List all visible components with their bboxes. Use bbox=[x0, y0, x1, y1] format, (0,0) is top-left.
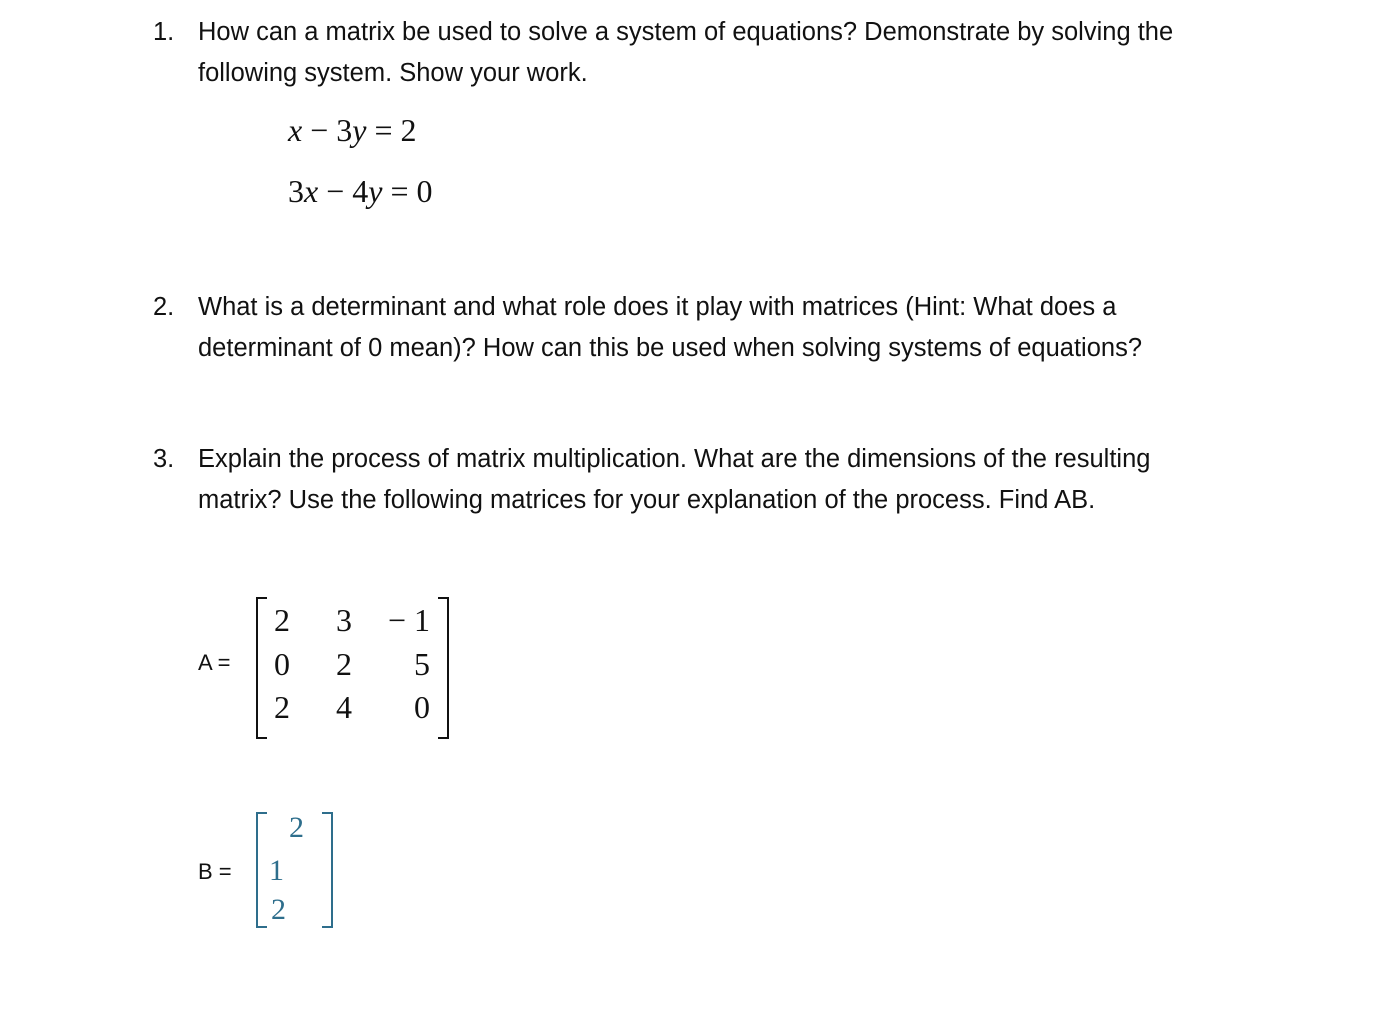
rhs: = 2 bbox=[366, 112, 417, 148]
right-bracket bbox=[438, 597, 449, 739]
matrix-cell: − 1 bbox=[387, 602, 430, 638]
question-line: How can a matrix be used to solve a system of equations? Demonstrate by solving the bbox=[198, 18, 1174, 46]
matrix-cell: 0 bbox=[274, 646, 290, 682]
matrix-cell: 2 bbox=[271, 893, 286, 926]
var-x: x bbox=[288, 112, 303, 148]
question-line: matrix? Use the following matrices for your explanation of the process. Find AB. bbox=[198, 486, 1096, 514]
question-line: Explain the process of matrix multiplication. What are the dimensions of the resulting bbox=[198, 445, 1151, 473]
question-text bbox=[198, 287, 1278, 369]
question-number: 1. bbox=[153, 18, 175, 46]
coefficient: 3 bbox=[288, 173, 304, 209]
matrix-cell: 2 bbox=[274, 689, 290, 725]
question-text bbox=[198, 12, 1278, 94]
operator: − 4 bbox=[318, 173, 369, 209]
question-line: determinant of 0 mean)? How can this be used when solving systems of equations? bbox=[198, 334, 1143, 362]
matrix-cell: 0 bbox=[414, 689, 430, 725]
matrix-cell: 3 bbox=[336, 602, 352, 638]
matrix-cell: 1 bbox=[269, 854, 284, 887]
var-x: x bbox=[304, 173, 319, 209]
question-number: 2. bbox=[153, 293, 175, 321]
matrix-cell: 2 bbox=[336, 646, 352, 682]
question-line: What is a determinant and what role does it play with matrices (Hint: What does a bbox=[198, 293, 1117, 321]
var-y: y bbox=[368, 173, 383, 209]
matrix-cell: 5 bbox=[414, 646, 430, 682]
equation-2 bbox=[288, 173, 433, 210]
question-text bbox=[198, 439, 1278, 521]
question-number: 3. bbox=[153, 445, 175, 473]
equation-1 bbox=[288, 112, 417, 149]
matrix-cell: 2 bbox=[274, 602, 290, 638]
matrix-cell: 4 bbox=[336, 689, 352, 725]
matrix-a-label: A = bbox=[198, 650, 231, 675]
var-y: y bbox=[352, 112, 367, 148]
rhs: = 0 bbox=[382, 173, 433, 209]
operator: − 3 bbox=[302, 112, 353, 148]
matrix-b-label: B = bbox=[198, 859, 232, 884]
question-line: following system. Show your work. bbox=[198, 59, 588, 87]
right-bracket bbox=[322, 812, 333, 928]
matrix-cell: 2 bbox=[289, 811, 304, 844]
